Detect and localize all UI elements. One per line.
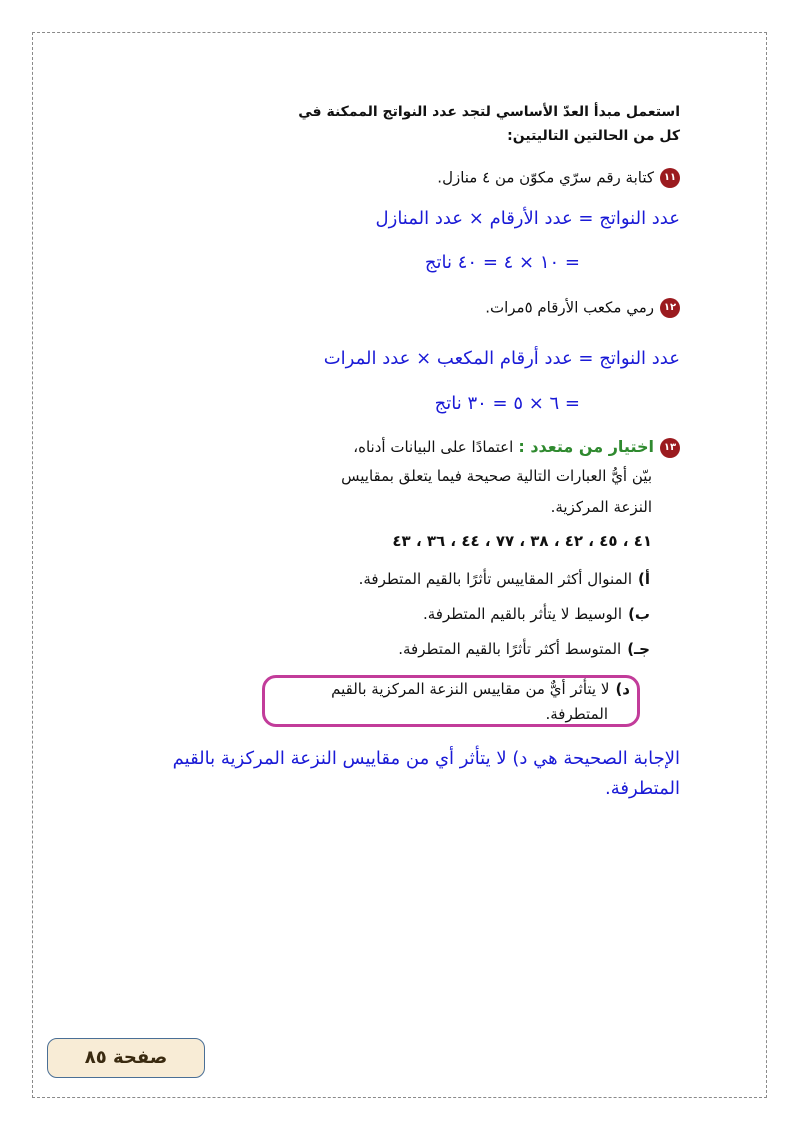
question-number-badge: ١٣ xyxy=(660,438,680,458)
choice-text: المتوسط أكثر تأثرًا بالقيم المتطرفة. xyxy=(398,640,622,658)
question-text: رمي مكعب الأرقام ٥مرات. xyxy=(485,298,654,317)
choice-letter: ب) xyxy=(628,605,650,623)
question-text: كتابة رقم سرّي مكوّن من ٤ منازل. xyxy=(437,168,654,187)
page-number-label: صفحة ٨٥ xyxy=(47,1038,205,1078)
question-text-1: اعتمادًا على البيانات أدناه، xyxy=(353,438,514,456)
choice-letter: أ) xyxy=(638,570,650,588)
q12-answer-line-2: = ٦ × ٥ = ٣٠ ناتج xyxy=(434,393,580,414)
intro-instructions xyxy=(298,100,680,148)
final-answer-line-2: المتطرفة. xyxy=(605,778,680,799)
page-frame xyxy=(32,32,767,1098)
q11-answer-line-1: عدد النواتج = عدد الأرقام × عدد المنازل xyxy=(375,208,680,229)
question-number-badge: ١٢ xyxy=(660,298,680,318)
question-number-badge: ١١ xyxy=(660,168,680,188)
question-text-2: بيّن أيُّ العبارات التالية صحيحة فيما يتعلق بمقاييس xyxy=(341,467,652,485)
choice-c xyxy=(398,640,650,658)
final-answer-line-1: الإجابة الصحيحة هي د) لا يتأثر أي من مقاييس النزعة المركزية بالقيم xyxy=(172,748,680,769)
choice-a xyxy=(359,570,650,588)
choice-b xyxy=(423,605,650,623)
intro-line-1: استعمل مبدأ العدّ الأساسي لتجد عدد النواتج الممكنة في xyxy=(298,104,680,120)
choice-d xyxy=(331,680,630,698)
question-13 xyxy=(353,437,680,458)
intro-line-2: كل من الحالتين التاليتين: xyxy=(507,128,680,144)
question-heading: اختيار من متعدد : xyxy=(518,437,654,456)
q11-answer-line-2: = ١٠ × ٤ = ٤٠ ناتج xyxy=(424,252,580,273)
choice-d-continued: المتطرفة. xyxy=(545,705,608,723)
question-11 xyxy=(437,168,680,188)
data-values: ٤١ ، ٤٥ ، ٤٢ ، ٣٨ ، ٧٧ ، ٤٤ ، ٣٦ ، ٤٣ xyxy=(392,532,652,550)
question-text-3: النزعة المركزية. xyxy=(550,498,652,516)
choice-letter: جـ) xyxy=(627,640,650,658)
q12-answer-line-1: عدد النواتج = عدد أرقام المكعب × عدد المرات xyxy=(323,348,680,369)
choice-letter: د) xyxy=(615,680,630,698)
choice-text: المنوال أكثر المقاييس تأثرًا بالقيم المتطرفة. xyxy=(358,570,632,588)
choice-text: لا يتأثر أيٌّ من مقاييس النزعة المركزية بالقيم xyxy=(331,680,610,698)
choice-text: الوسيط لا يتأثر بالقيم المتطرفة. xyxy=(422,605,623,623)
question-12 xyxy=(485,298,680,318)
